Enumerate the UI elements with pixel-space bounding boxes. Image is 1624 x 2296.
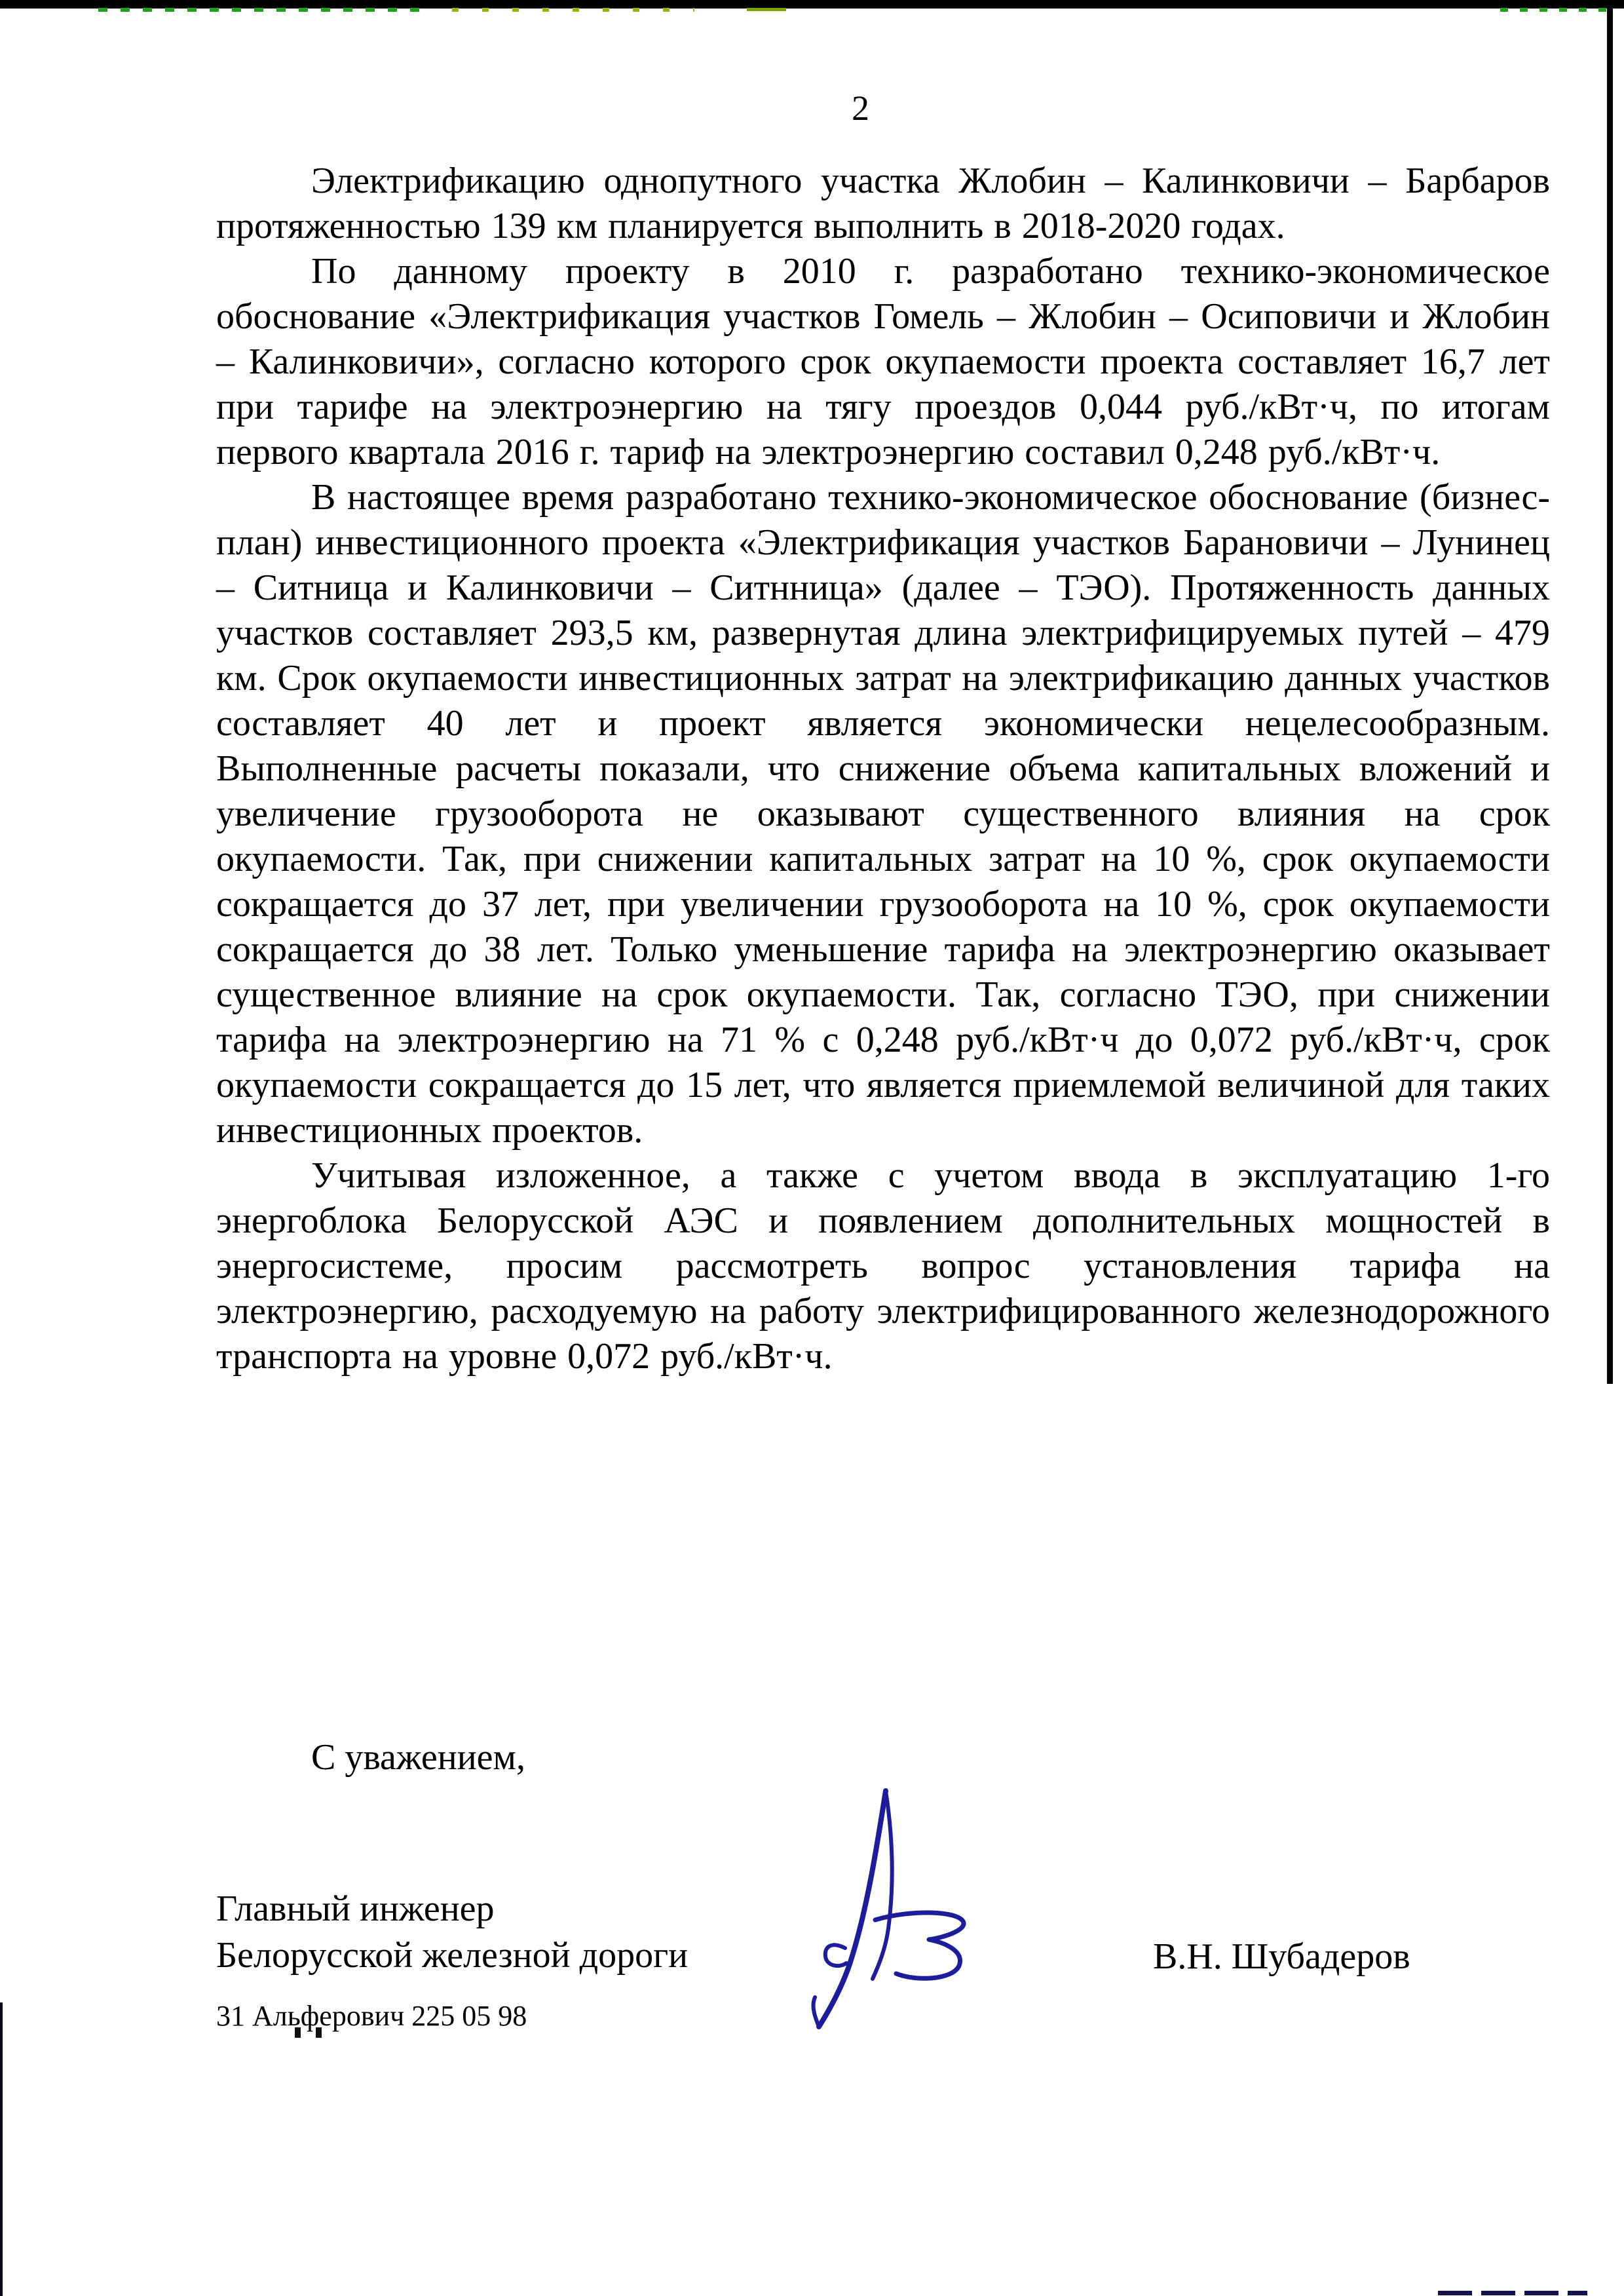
scan-noise xyxy=(747,8,786,11)
signer-position xyxy=(216,1886,688,1979)
closing-salutation: С уважением, xyxy=(311,1737,525,1778)
signer-position-line1: Главный инженер xyxy=(216,1888,495,1929)
paragraph-3: В настоящее время разработано технико-экономическое обоснование (бизнес-план) инвестиционного проекта «Электрификация участков Барановичи – Лунинец – Ситница и Калинковичи – Ситнница» (далее – ТЭО). Протяженность данных участков составляет 293,5 км, развернутая длина электрифицируемых путей – 479 км. Срок окупаемости инвестиционных затрат на электрификацию данных участков составляет 40 лет и проект является экономически нецелесообразным. Выполненные расчеты показали, что снижение объема капитальных вложений и увеличение грузооборота не оказывают существенного влияния на срок окупаемости. Так, при снижении капитальных затрат на 10 %, срок окупаемости сокращается до 37 лет, при увеличении грузооборота на 10 %, срок окупаемости сокращается до 38 лет. Только уменьшение тарифа на электроэнергию оказывает существенное влияние на срок окупаемости. Так, согласно ТЭО, при снижении тарифа на электроэнергию на 71 % с 0,248 руб./кВт·ч до 0,072 руб./кВт·ч, срок окупаемости сокращается до 15 лет, что является приемлемой величиной для таких инвестиционных проектов. xyxy=(216,477,1550,1151)
scan-noise xyxy=(98,8,426,12)
signer-name: В.Н. Шубадеров xyxy=(1153,1936,1410,1977)
scan-artifact-left-edge-line xyxy=(0,2002,3,2296)
letter-body xyxy=(216,159,1550,1379)
scan-artifact-bottom-dashes xyxy=(1438,2291,1587,2295)
scan-noise xyxy=(1500,8,1618,12)
signer-position-line2: Белорусской железной дороги xyxy=(216,1935,689,1976)
paragraph-1: Электрификацию однопутного участка Жлобин – Калинковичи – Барбаров протяженностью 139 км планируется выполнить в 2018-2020 годах. xyxy=(216,161,1550,246)
signature-stroke xyxy=(819,1791,886,2027)
page-number: 2 xyxy=(852,88,869,128)
signature-stroke xyxy=(814,1997,819,2027)
scan-artifact-right-edge-line xyxy=(1607,0,1613,1384)
signature-stroke xyxy=(825,1945,846,1966)
paragraph-4: Учитывая изложенное, а также с учетом ввода в эксплуатацию 1-го энергоблока Белорусской АЭС и появлением дополнительных мощностей в энергосистеме, просим рассмотреть вопрос установления тарифа на электроэнергию, расходуемую на работу электрифицированного железнодорожного транспорта на уровне 0,072 руб./кВт·ч. xyxy=(216,1155,1550,1377)
handwritten-signature-icon xyxy=(747,1781,970,2030)
scan-noise xyxy=(452,8,694,12)
paragraph-2: По данному проекту в 2010 г. разработано технико-экономическое обоснование «Электрификация участков Гомель – Жлобин – Осиповичи и Жлобин – Калинковичи», согласно которого срок окупаемости проекта составляет 16,7 лет при тарифе на электроэнергию на тягу проездов 0,044 руб./кВт·ч, по итогам первого квартала 2016 г. тариф на электроэнергию составил 0,248 руб./кВт·ч. xyxy=(216,251,1550,472)
executor-note: 31 Альферович 225 05 98 xyxy=(216,2000,527,2032)
